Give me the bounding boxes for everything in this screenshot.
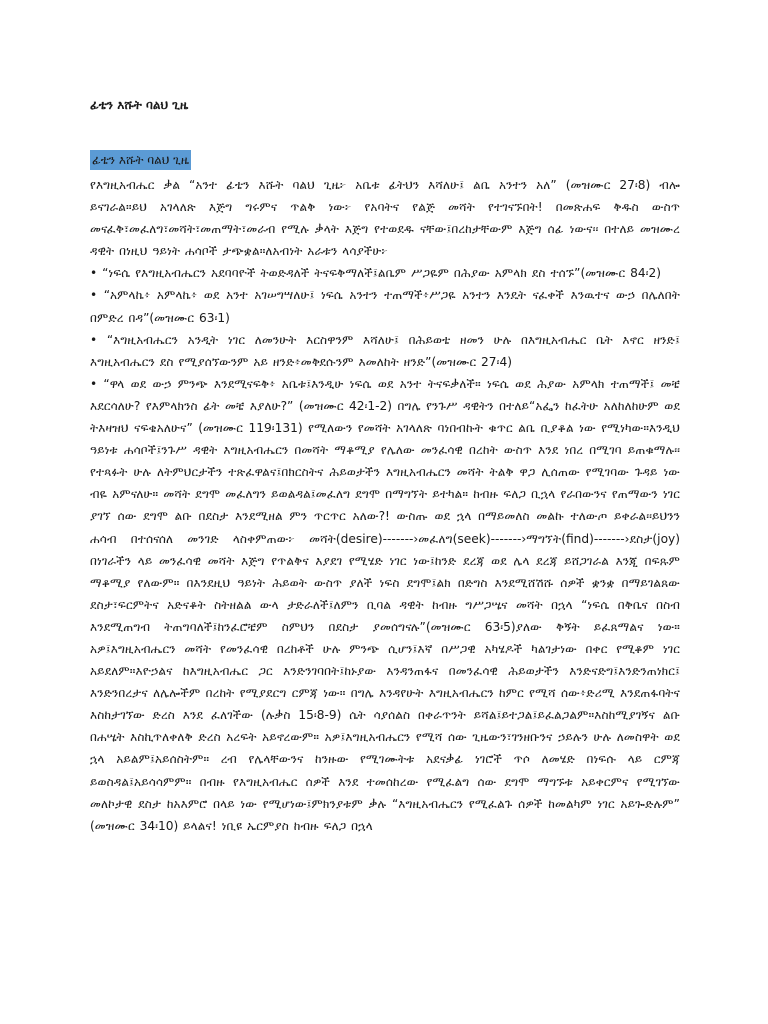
section-heading-highlighted: ፊቴን እሹት ባልህ ጊዜ — [90, 150, 191, 170]
document-title: ፊቴን እሹት ባልህ ጊዜ — [90, 98, 189, 112]
bullet-item: • “አምላኬ፥ አምላኬ፥ ወደ አንተ አገሠግሣለሁ፤ ነፍሴ አንተን ተጠማች፥ሥጋዬ አንተን እንዴት ናፈቀች እንዉተና ውኃ በሌለበት በምድረ በዳ”(መዝሙር 63፡1) — [90, 288, 680, 325]
paragraph-intro: የእግዚአብሔር ቃል “አንተ ፊቴን እሹት ባልህ ጊዜ፦ አቤቱ ፊትህን እሻለሁ፤ ልቤ አንተን አለ” (መዝሙር 27፡8) ብሎ ይናገራል።ይህ አገላለጽ እጅግ ግሩምና ጥልቅ ነው፦ የአባትና የልጅ መሻት የተገናኙበት! በመጽሐፍ ቅዱስ ውስጥ መናፈቅ፣መፈለግ፣መሻት፣መጠማት፣መራብ የሚሉ ቃላት እጅግ የተወደዱ ናቸው፤በረከታቸውም እጅግ ሰፊ ነውና፡፡ በተለይ መዝሙረ ዳዊት በነዚህ ዓይነት ሐሳቦች ታጭቋል።ለአብነት አራቱን ላሳያችሁ፦ — [90, 178, 680, 259]
bullet-item-continued: • “ዋላ ወደ ውኃ ምንጭ እንደሚናፍቅ፥ አቤቱ፤እንዲሁ ነፍሴ ወደ አንተ ትናፍቃለች። ነፍሴ ወደ ሕያው አምላክ ተጠማች፤ መቼ እደርሳለሁ? የእምላክንስ ፊት መቼ እያለሁ?” (መዝሙር 42፡1-2) በግሌ የንጉሥ ዳዊትን በተለይ“አፌን ከፈትሁ አለከለከሁም ወደ ትእዛዝህ ናፍቄአለሁና” (መዝሙር 119፡131) የሚለውን የመሻት አገላለጽ ባነበብኩት ቁጥር ልቤ ቢያቆል ነው የሚነካው።እንዲህ ዓይነቱ ሐሳቦች፤ንጉሥ ዳዊት እግዚአብሔርን በመሻት ማቆሚያ የሌለው መንፈሳዊ በረከት ውስጥ እንደ ነበረ በሚገባ ይጠቁማሉ፡፡ የተጻፉት ሁሉ ለትምህርታችን ተጽፈዋልና፤በክርስትና ሕይወታችን እግዚአብሔርን መሻት ትልቅ ዋጋ ሊሰጠው የሚገባው ጉዳይ ነው ብዬ አምናለሁ። መሻት ደግሞ መፈለግን ይወልዳል፤መፈለግ ደግሞ በማግኘት ይተካል። ከብዙ ፍለጋ ቢኋላ የራበውንና የጠማውን ነገር ያገኘ ሰው ደግሞ ልቡ በደስታ እንደሚዘል ምን ጥርጥር አለው?! ውስጡ ወደ ኋላ በማይመለስ መልኩ ተለውጦ ይቀራል፡፡ይህንን ሐሳብ በተሰናሰለ መንገድ ላስቀምጠው፦ መሻት(desire)-------›መፈለግ(seek)-------›ማግኘት(find)-------›ደስታ(joy) በነገራችን ላይ መንፈሳዊ መሻት እጅግ የጥልቅና እያደገ የሚሄድ ነገር ነው፤ከንድ ደረጃ ወደ ሌላ ደረጃ ይሸጋገራል እንጂ በፍጹም ማቆሚያ የለውም። በእንደዚህ ዓይነት ሕይወት ውስጥ ያለች ነፍስ ደግሞ፤ልክ በድግስ እንደሚሸሽሹ ሰዎች ቋንቋ በማይገልጸው ደስታ፣ፍርምትና አድናቆት ስትዘልል ውላ ታድራለች፤ለምን ቢባል ዳዊት ከብዙ ግሥጋሤና መሻት በኋላ “ነፍሴ በቅቤና በስብ እንደሚጠግብ ትጠግባለች፤ከንፈሮቼም ስምህን በደስታ ያመሰግናሉ”(መዝሙር 63፡5)ያለው ቅኝት ይፈጸማልና ነው። አዎ፤እግዚአብሔርን መሻት የመንፈሳዊ በረከቶች ሁሉ ምንጭ ሲሆን፤እኛ በሥጋዊ አካሄዶች ካልገታነው በቀር የሚቆም ነገር አይደለም።እዮኃልና ከእግዚአብሔር ጋር እንድንገባበት፤ከኑያው እንዳንጠፋና በመንፈሳዊ ሕይወታችን እንድናድግ፤እንድንጠነክር፤ እንድንበረታና ለሌሎችም በረከት የሚያደርግ ርምጃ ነው። በግሌ እንዳየሁት እግዚአብሔርን ከምር የሚሻ ሰው፥ድሪሚ እንደጠፋባትና እስከታገኘው ድረስ እንደ ፈለገችው (ሉቃስ 15፡8-9) ሴት ሳያሰልስ በቀራጥንት ይሻል፤ይተጋል፤ይፈልጋልም።እስከሚያገኝና ልቡ በሐሤት እስኪጥለቀለቅ ድረስ አረፍት አይኖረውም። አዎ፤እግዚአብሔርን የሚሻ ሰው ጊዜውን፣ገንዘቡንና ኃይሉን ሁሉ ለመስዋት ወደ ኋላ አይልም፤አይሰስትም። ረብ የሌላቸውንና ከንዙው የሚገሙትቱ አደናቃፊ ነገሮች ጥሶ ለመሄድ በነፍሱ ላይ ርምጃ ይወስዳል፤አይሳሳምም። በብዙ የእግዚአብሔር ሰዎች እንደ ተመሰከረው የሚፈልግ ሰው ደግሞ ማግኙቱ አይቀርምና የሚገኘው መለኮታዊ ደስታ ከአእምሮ በላይ ነው የሚሆነው፤ምክንያቱም ቃሉ “እግዚአብሔርን የሚፈልጉ ሰዎች ከመልካም ነገር አይጐድሉም” (መዝሙር 34፡10) ይላልና! ነቢዩ ኤርምያስ ከብዙ ፍለጋ በኋላ — [90, 376, 680, 833]
bullet-item: • “ነፍሴ የእግዚአብሔርን አደባባዮች ትወድዳለች ትናፍቅማለች፤ልቤም ሥጋዬም በሕያው አምላክ ደስ ተሰኙ”(መዝሙር 84፡2) — [90, 266, 661, 281]
bullet-item: • “እግዚአብሔርን አንዲት ነገር ለመንሁት እርስዋንም እሻለሁ፤ በሕይወቴ ዘመን ሁሉ በእግዚአብሔር ቤት እኖር ዘንድ፤ እግዚአብሔርን ደስ የሚያሰኘውንም አይ ዘንድ፥መቅደሱንም እመለከት ዘንድ”(መዝሙር 27፡4) — [90, 332, 680, 369]
document-body — [90, 174, 680, 837]
